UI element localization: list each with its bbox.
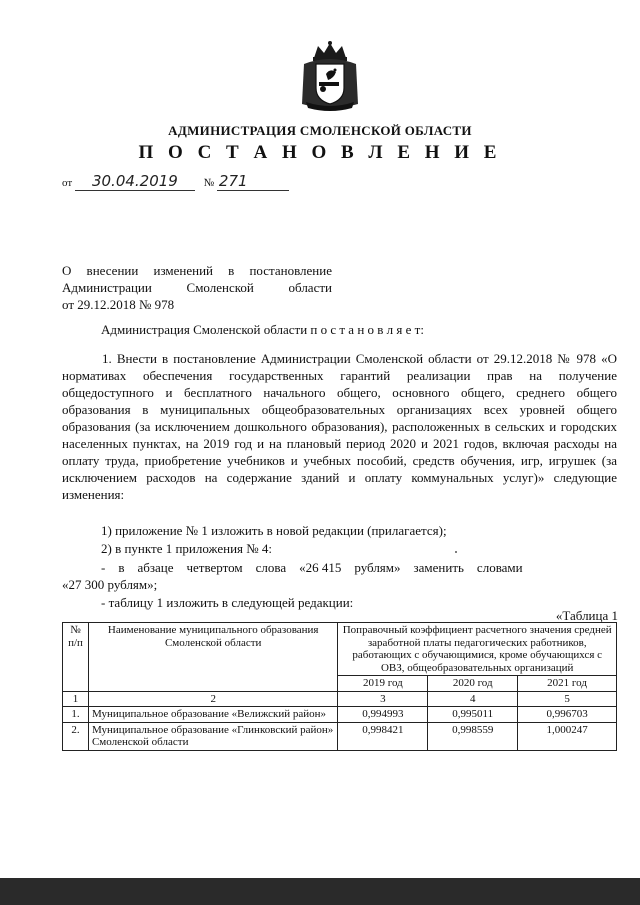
row-value-2019: 0,994993 (338, 707, 428, 723)
date-value: 30.04.2019 (91, 172, 178, 190)
subject-line-3: от 29.12.2018 № 978 (62, 297, 175, 312)
subitem-2: 2) в пункте 1 приложения № 4: (101, 541, 273, 556)
row-municipality: Муниципальное образование «Велижский район» (88, 707, 337, 723)
document-type: П О С Т А Н О В Л Е Н И Е (138, 142, 502, 163)
row-number: 2. (63, 722, 89, 750)
row-number: 1. (63, 707, 89, 723)
dash-item-2: - таблицу 1 изложить в следующей редакции: (101, 595, 354, 610)
column-number: 4 (428, 691, 518, 707)
item-1-paragraph: 1. Внести в постановление Администрации Смоленской области от 29.12.2018 № 978 «О нормативах обеспечения государственных гарантий реализации прав на получение общедоступного и бесплатного начального общего, основного общего, среднего общего образования в муниципальных общеобразовательных организациях всех уровней общего образования (за исключением дошкольного образования), расположенных в сельских и городских населенных пунктах, на 2019 год и на плановый период 2020 и 2021 годов, включая расходы на оплату труда, приобретение учебников и учебных пособий, средств обучения, игр, игрушек (за исключением расходов на содержание зданий и оплату коммунальных услуг)» следующие изменения: (62, 351, 617, 502)
smolensk-coat-of-arms-icon (298, 40, 362, 112)
row-municipality: Муниципальное образование «Глинковский район» Смоленской области (88, 722, 337, 750)
header-year: 2021 год (518, 676, 617, 692)
header-year: 2020 год (428, 676, 518, 692)
column-number: 3 (338, 691, 428, 707)
header-coefficient: Поправочный коэффициент расчетного значения средней заработной платы педагогических работников, работающих с обучающимися, кроме обучающихся с ОВЗ, общеобразовательных организаций (338, 623, 617, 676)
column-number: 2 (88, 691, 337, 707)
row-value-2020: 0,998559 (428, 722, 518, 750)
subject-line-2: Администрации Смоленской области (62, 280, 332, 295)
subitem-1: 1) приложение № 1 изложить в новой редакции (прилагается); (101, 523, 447, 538)
number-field (217, 172, 289, 191)
row-value-2021: 0,996703 (518, 707, 617, 723)
header-name: Наименование муниципального образования Смоленской области (88, 623, 337, 692)
column-number: 5 (518, 691, 617, 707)
table-caption: «Таблица 1 (555, 608, 618, 623)
organization-name: АДМИНИСТРАЦИЯ СМОЛЕНСКОЙ ОБЛАСТИ (168, 123, 472, 138)
scan-speck (455, 551, 457, 553)
scan-edge-band (0, 878, 640, 905)
date-prefix: от (62, 177, 73, 189)
coefficients-table (62, 622, 617, 751)
dash-item-1-line-1: - в абзаце четвертом слова «26 415 рублям» заменить словами (101, 560, 523, 575)
header-year: 2019 год (338, 676, 428, 692)
table-row (63, 722, 617, 750)
table-colnum-row (63, 691, 617, 707)
row-value-2021: 1,000247 (518, 722, 617, 750)
subject-block (62, 262, 332, 313)
intro-paragraph: Администрация Смоленской области п о с т а н о в л я е т: (101, 322, 424, 337)
header-num: № п/п (63, 623, 89, 692)
date-field (75, 172, 195, 191)
date-line (62, 172, 289, 191)
table-header-row (63, 623, 617, 676)
number-value: 271 (218, 172, 248, 190)
column-number: 1 (63, 691, 89, 707)
row-value-2019: 0,998421 (338, 722, 428, 750)
number-prefix: № (203, 177, 215, 189)
table-row (63, 707, 617, 723)
dash-item-1-line-2: «27 300 рублям»; (62, 577, 158, 592)
subject-line-1: О внесении изменений в постановление (62, 263, 332, 278)
row-value-2020: 0,995011 (428, 707, 518, 723)
